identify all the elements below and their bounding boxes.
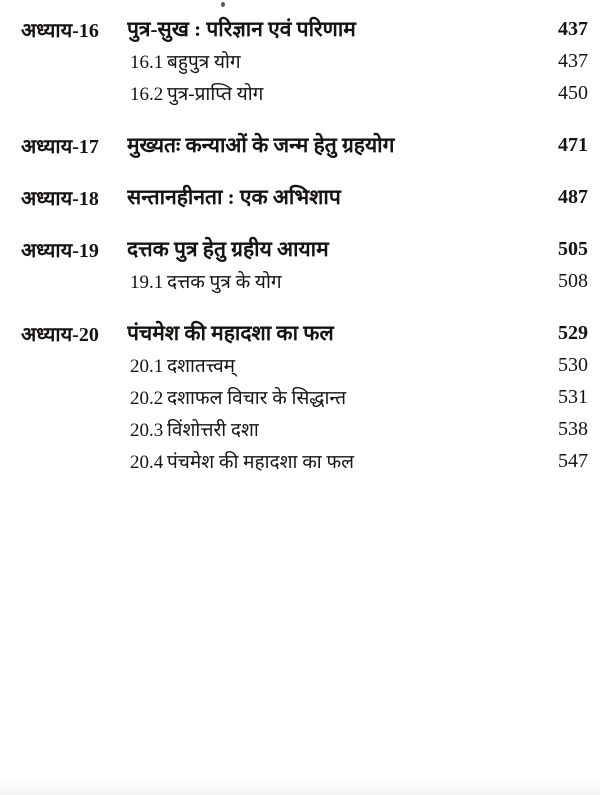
subentry [127,352,524,378]
subentry-number: 16.2 [130,84,164,105]
toc-row-chapter [0,181,600,213]
page-bottom-shadow [0,779,600,795]
page-number: 471 [558,133,588,156]
toc-row-chapter [0,129,600,161]
ink-speck [221,2,225,7]
subentry-title: पुत्र-प्राप्ति योग [167,84,264,105]
chapter-label: अध्याय-16 [21,19,99,42]
chapter-label: अध्याय-18 [21,187,99,210]
subentry [127,448,524,474]
page-number: 450 [558,81,588,104]
subentry-number: 20.1 [130,356,164,377]
subentry [127,384,524,410]
chapter-title: दत्तक पुत्र हेतु ग्रहीय आयाम [127,237,329,261]
subentry-title: पंचमेश की महादशा का फल [167,452,354,473]
toc-row-chapter [0,233,600,265]
subentry [127,80,524,106]
page-number: 547 [558,449,588,472]
page-number: 529 [558,321,588,344]
page-number: 530 [558,353,588,376]
chapter-label: अध्याय-19 [21,239,99,262]
subentry-number: 16.1 [130,52,164,73]
toc-row-subentry [0,413,600,445]
page-number: 487 [558,185,588,208]
subentry-number: 20.2 [130,388,164,409]
subentry [127,416,524,442]
toc-row-subentry [0,77,600,109]
toc-row-chapter [0,317,600,349]
page-number: 538 [558,417,588,440]
chapter-label: अध्याय-17 [21,135,99,158]
toc-row-subentry [0,265,600,297]
toc-row-subentry [0,445,600,477]
page-number: 531 [558,385,588,408]
toc-row-subentry [0,349,600,381]
subentry [127,48,524,74]
subentry-number: 19.1 [130,272,164,293]
subentry-title: बहुपुत्र योग [167,52,241,73]
page-number: 437 [558,49,588,72]
toc-row-chapter [0,13,600,45]
toc-row-subentry [0,45,600,77]
page-number: 508 [558,269,588,292]
chapter-label: अध्याय-20 [21,323,99,346]
subentry-number: 20.3 [130,420,164,441]
page-number: 505 [558,237,588,260]
chapter-title: पुत्र-सुख : परिज्ञान एवं परिणाम [127,17,356,41]
subentry-title: दत्तक पुत्र के योग [167,272,282,293]
subentry-title: दशाफल विचार के सिद्धान्त [167,388,347,409]
toc-row-subentry [0,381,600,413]
chapter-title: मुख्यतः कन्याओं के जन्म हेतु ग्रहयोग [127,133,395,157]
subentry-title: विंशोत्तरी दशा [167,420,259,441]
subentry [127,268,524,294]
subentry-number: 20.4 [130,452,164,473]
chapter-title: पंचमेश की महादशा का फल [127,321,334,345]
subentry-title: दशातत्त्वम् [167,356,236,377]
chapter-title: सन्तानहीनता : एक अभिशाप [127,185,341,209]
page-number: 437 [558,17,588,40]
